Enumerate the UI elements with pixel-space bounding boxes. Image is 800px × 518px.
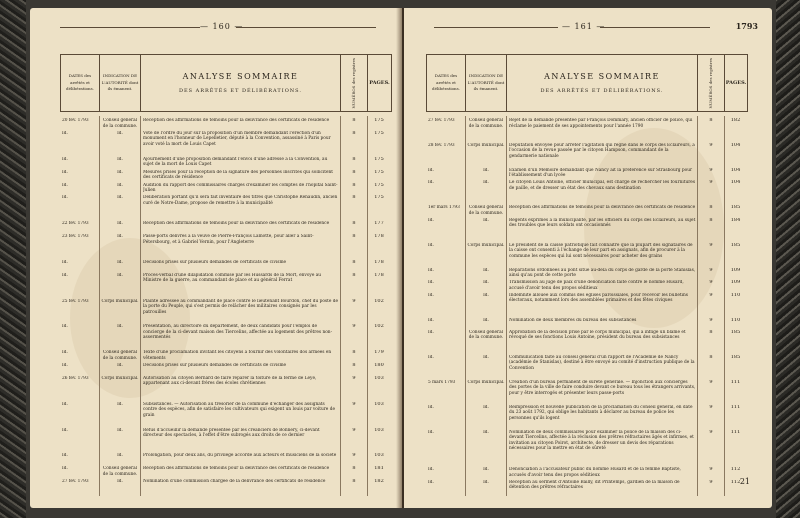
register-number-cell: 8 [709, 205, 713, 211]
page-cell: 109 [730, 280, 741, 286]
date-cell: Id. [428, 404, 434, 410]
table-row [426, 318, 746, 331]
date-cell: Id. [62, 324, 68, 330]
page-cell: 110 [730, 292, 741, 298]
page-cell: 102 [374, 324, 384, 330]
analysis-cell: Réception au serment d'Antoine Bailly, dit Printemps, gardien de la maison de détention des prêtres réfractaires [509, 479, 680, 491]
pages-label: PAGES. [369, 79, 390, 86]
date-cell: Id. [62, 401, 68, 407]
analysis-cell: Présentation, au directoire du département, de deux candidats pour l'emploi de concierge de la ci-devant maison des Tiercelins, affectée au logement des prêtres non-assermentés [143, 324, 333, 341]
header-rule-left [434, 27, 558, 28]
register-number-cell: 9 [709, 317, 713, 323]
date-cell: Id. [428, 317, 434, 323]
authority-cell: Id. [117, 272, 123, 278]
date-cell: Id. [428, 280, 434, 286]
date-cell: Id. [62, 272, 68, 278]
date-cell: Id. [428, 180, 434, 186]
page-cell: 178 [374, 259, 384, 265]
date-cell: Id. [62, 363, 68, 368]
date-cell: Id. [62, 130, 68, 136]
authority-cell: Id. [117, 156, 123, 162]
analysis-cell: Passe-ports délivrés à la veuve de Pierre-François Lamotte, pour aller à Saint-Pétersbourg, et à Gabriel Vernin, pour l'Angleterre [143, 234, 314, 245]
analysis-cell: Autorisation au citoyen Bernard de faire réparer la toiture de la ferme de Leye, appartenant aux ci-devant frères des écoles chrétiennes [143, 375, 317, 387]
page-cell: 180 [374, 363, 384, 368]
date-cell: Id. [428, 354, 434, 360]
register-number-cell: 9 [352, 375, 356, 381]
table-row [60, 131, 390, 157]
authority-cell: Conseil général de la commune. [102, 118, 138, 129]
authority-cell: Id. [117, 169, 123, 175]
date-cell: 1er mars 1793 [428, 205, 460, 211]
register-number-cell: 8 [352, 350, 356, 356]
register-number-cell: 9 [352, 401, 356, 407]
authority-cell: Id. [483, 467, 489, 473]
analysis-subtitle: DES ARRÊTÉS ET DÉLIBÉRATIONS. [540, 88, 664, 95]
analysis-cell: Délibération portant qu'il sera fait inventaire des titres que Christophe Renaudin, ancien curé de Notre-Dame, propose de remettre à la municipalité [143, 195, 338, 206]
analysis-cell: Subsistances. — Autorisation au trésorier de la commune d'échanger des assignats contre des espèces, afin de satisfaire les cultivateurs qui exigent un louis par voiture de grain [143, 401, 336, 418]
date-cell: Id. [62, 169, 68, 175]
analysis-cell: Régents exprimés à la municipalité, par les officiers du corps des Éclaireurs, au sujet des troubles que leurs soldats ont occasionnés [509, 217, 696, 229]
authority-cell: Id. [483, 267, 489, 273]
table-row [426, 293, 746, 318]
page-cell: 175 [374, 182, 384, 188]
analysis-cell: Ajournement d'une proposition demandant l'envoi d'une adresse à la Convention, au sujet de la mort de Louis Capet [143, 156, 328, 168]
date-cell: Id. [62, 453, 68, 459]
page-number: — 160 — [200, 22, 244, 31]
page-cell: 109 [730, 267, 741, 273]
date-cell: 28 fév. 1793 [428, 142, 455, 148]
register-number-cell: 9 [709, 292, 713, 298]
table-row [426, 243, 746, 268]
table-row [60, 170, 390, 183]
authority-cell: Conseil général de la commune. [468, 118, 504, 129]
date-cell: Id. [62, 195, 68, 201]
register-number-cell: 8 [709, 354, 713, 360]
register-number-cell: 8 [352, 272, 356, 278]
register-number-cell: 8 [352, 130, 356, 136]
header-analysis [507, 55, 698, 111]
register-number-cell: 9 [709, 479, 713, 485]
analysis-title: ANALYSE SOMMAIRE [182, 72, 299, 82]
analysis-cell: Dénonciation à l'accusateur public du nommé Husard et de la femme Baptiste, accusés d'avoir tenu des propos séditieux [509, 467, 681, 478]
analysis-cell: Le président de la caisse patriotique fait connaître que la plupart des signataires de la caisse ont consenti à l'échange de leur part en assignats, afin de procurer à la commune les espèces qui lui sont nécessaires pour acheter des grains [509, 242, 693, 259]
register-label: NUMÉROS des registres [350, 57, 356, 109]
date-cell: Id. [62, 466, 68, 472]
authority-cell: Id. [117, 427, 123, 433]
authority-cell: Conseil général de la commune. [468, 329, 504, 341]
page-cell: 185 [730, 329, 741, 335]
authority-cell: Conseil général de la commune. [102, 350, 138, 361]
authority-cell: Id. [483, 292, 489, 298]
date-cell: Id. [428, 429, 434, 435]
register-number-cell: 9 [352, 453, 356, 459]
page-cell: 175 [374, 118, 384, 123]
authority-cell: Corps municipal. [467, 242, 505, 248]
authority-cell: Id. [117, 453, 123, 459]
page-year: 1793 [735, 21, 758, 31]
table-row [426, 118, 746, 143]
table-row [426, 218, 746, 243]
analysis-cell: Vote de l'ordre du jour sur la proposition d'un membre demandant l'érection d'un monument en l'honneur de Lepelletier, député à la Convention, assassiné à Paris pour avoir voté la mort de Louis Capet [143, 130, 331, 148]
book-cover-left [0, 0, 26, 518]
date-cell: Id. [428, 242, 434, 248]
page-cell: 104 [730, 167, 741, 173]
analysis-cell: Création d'un bureau permanent de sûreté générale. — Injonction aux concierges des portes de la ville de faire conduire devant ce bureau tous les étrangers arrivants, pour y être interrogés et présenter leurs passe-ports [509, 379, 696, 396]
right-page [404, 8, 772, 508]
left-page [30, 8, 402, 508]
date-cell: Id. [62, 427, 68, 433]
register-label: NUMÉROS des registres [707, 57, 713, 109]
page-cell: 104 [730, 142, 741, 148]
header-register [341, 55, 368, 111]
page-cell: 182 [374, 479, 384, 485]
register-number-cell: 8 [352, 156, 356, 162]
analysis-cell: Décisions prises sur plusieurs demandes de certificats de civisme [143, 259, 287, 265]
analysis-cell: Prolongation, pour deux ans, du privilège accordé aux acteurs et musiciens de la société [143, 453, 337, 459]
header-authority: INDICATION DE L'AUTORITÉ dont ils émanent. [100, 55, 141, 111]
authority-cell: Conseil général de la commune. [468, 205, 504, 216]
table-row [60, 157, 390, 170]
analysis-cell: Réception des affirmations de témoins pour la délivrance des certificats de résidence [143, 221, 330, 227]
register-number-cell: 8 [352, 182, 356, 188]
analysis-subtitle: DES ARRÊTÉS ET DÉLIBÉRATIONS. [178, 88, 303, 95]
analysis-cell: Nomination de deux membres du bureau des subsistances [509, 317, 637, 323]
date-cell: 5 mars 1793 [428, 379, 456, 385]
date-cell: Id. [62, 156, 68, 162]
page-cell: 184 [730, 217, 741, 223]
authority-cell: Conseil général de la commune. [102, 466, 138, 477]
table-row [60, 324, 390, 350]
table-row [60, 221, 390, 234]
authority-cell: Id. [117, 363, 123, 368]
authority-cell: Id. [483, 354, 489, 360]
table-row [60, 479, 390, 492]
analysis-cell: Nomination d'une commission chargée de la délivrance des certificats de résidence [143, 479, 326, 485]
table-header [426, 54, 748, 112]
page-cell: 177 [374, 221, 384, 227]
header-authority: INDICATION DE L'AUTORITÉ dont ils émanent. [466, 55, 507, 111]
authority-cell: Id. [483, 404, 489, 410]
table-row [60, 299, 390, 325]
authority-cell: Id. [483, 429, 489, 435]
authority-cell: Id. [117, 182, 123, 188]
analysis-title: ANALYSE SOMMAIRE [544, 72, 660, 82]
analysis-cell: Audition du rapport des commissaires chargés d'examiner les comptes de l'hôpital Saint-Julien [143, 182, 338, 194]
register-number-cell: 9 [709, 180, 713, 186]
page-cell: 111 [730, 429, 741, 435]
page-cell: 175 [374, 169, 384, 175]
table-row [426, 180, 746, 205]
page-cell: 103 [374, 375, 384, 381]
register-number-cell: 9 [709, 242, 713, 248]
authority-cell: Id. [117, 259, 123, 265]
date-cell: Id. [428, 329, 434, 335]
table-row [60, 195, 390, 221]
register-number-cell: 8 [352, 466, 356, 472]
page-cell: 185 [730, 242, 741, 248]
page-cell: 112 [730, 479, 741, 485]
authority-cell: Id. [483, 167, 489, 173]
analysis-cell: Communication faite au conseil général d'un rapport de l'Académie de Nancy (académie de Stanislas), destiné à être envoyé au comité d'instruction publique de la Convention [509, 354, 695, 372]
table-row [426, 168, 746, 181]
date-cell: Id. [428, 167, 434, 173]
analysis-cell: Transmission au juge de paix d'une dénonciation faite contre le nommé Husard, accusé d'avoir tenu des propos séditieux [509, 280, 684, 291]
page-cell: 185 [730, 205, 741, 211]
page-cell: 103 [374, 401, 384, 407]
authority-cell: Id. [117, 479, 123, 485]
analysis-cell: Réparations ordonnées au pont situé au-delà du corps de garde de la porte Stanislas, ainsi qu'au pont de cette porte [509, 267, 696, 279]
page-cell: 185 [730, 354, 741, 360]
analysis-cell: Réception des affirmations de témoins pour la délivrance des certificats de résidence [143, 118, 330, 123]
register-number-cell: 8 [352, 195, 356, 201]
page-cell: 103 [374, 427, 384, 433]
analysis-cell: Refus d'accueillir la demande présentée par les créanciers de Bonnery, ci-devant directeur des spectacles, à l'effet d'être subrogés aux droits de ce dernier [143, 427, 320, 439]
authority-cell: Id. [483, 180, 489, 186]
authority-cell: Id. [117, 324, 123, 330]
table-row [60, 402, 390, 428]
table-row [426, 430, 746, 467]
date-cell: 26 fév. 1793 [62, 375, 89, 381]
table-row [426, 355, 746, 380]
analysis-cell: Le citoyen Louis Antoine, officier municipal, est chargé de rechercher les fournitures de paille, et de dresser un état des chevaux sans destination [509, 180, 696, 191]
analysis-cell: Indemnité allouée aux commis des églises paroissiales, pour recevoir les bulletins électoraux, notamment lors des assemblées primaires et des fêtes civiques [509, 292, 688, 304]
register-number-cell: 9 [709, 467, 713, 473]
table-row [426, 405, 746, 430]
table-row [426, 480, 746, 493]
date-cell: 27 fév. 1793 [428, 118, 455, 123]
page-cell: 111 [730, 404, 741, 410]
table-row [426, 467, 746, 480]
table-row [60, 376, 390, 402]
register-number-cell: 9 [709, 167, 713, 173]
analysis-cell: Députation envoyée pour arrêter l'agitation qui règne dans le corps des Éclaireurs, à l'occasion de la revue passée par le citoyen Hampson, commandant de la gendarmerie nationale [509, 142, 695, 160]
authority-cell: Id. [483, 479, 489, 485]
authority-cell: Id. [483, 280, 489, 286]
table-row [426, 143, 746, 168]
pages-label: PAGES. [725, 79, 747, 86]
page-cell: 175 [374, 195, 384, 201]
authority-cell: Corps municipal. [101, 298, 139, 304]
page-cell: 110 [730, 317, 741, 323]
register-number-cell: 8 [709, 217, 713, 223]
analysis-cell: Texte d'une proclamation invitant les citoyens à fournir des volontaires dos armées en vêtements [143, 350, 332, 361]
register-number-cell: 8 [352, 479, 356, 485]
date-cell: Id. [62, 182, 68, 188]
page-cell: 179 [374, 350, 384, 356]
date-cell: Id. [428, 217, 434, 223]
table-row [60, 350, 390, 363]
analysis-cell: Réimpression et nouvelle publication de la proclamation du conseil général, en date du 23 août 1792, qui oblige les habitants à déclarer au bureau de police les personnes qu'ils logent [509, 404, 693, 421]
authority-cell: Corps municipal. [467, 142, 505, 148]
page-cell: 175 [374, 130, 384, 136]
header-dates: DATES des arrêtés et délibérations. [427, 55, 466, 111]
table-row [60, 183, 390, 196]
table-row [60, 363, 390, 376]
header-register [698, 55, 725, 111]
authority-cell: Id. [483, 317, 489, 323]
book-cover-right [776, 0, 800, 518]
register-number-cell: 9 [709, 267, 713, 273]
date-cell: Id. [428, 479, 434, 485]
header-rule-left [60, 27, 200, 28]
page-number: — 161 — [562, 22, 606, 31]
table-row [426, 268, 746, 281]
table-row [60, 118, 390, 131]
table-row [60, 273, 390, 299]
header-rule-right [600, 27, 710, 28]
page-cell: 178 [374, 272, 384, 278]
table-row [426, 330, 746, 355]
date-cell: Id. [62, 259, 68, 265]
authority-cell: Id. [117, 401, 123, 407]
date-cell: 20 fév. 1793 [62, 118, 89, 123]
table-row [426, 205, 746, 218]
page-cell: 175 [374, 156, 384, 162]
analysis-cell: Plainte adressée au commandant de place contre le lieutenant Bourdon, chef du poste de la porte du Peuple, qui s'est permis de relâcher des militaires consignés par les patrouilles [143, 298, 339, 315]
date-cell: Id. [428, 467, 434, 473]
page-cell: 111 [730, 379, 741, 385]
register-number-cell: 9 [709, 142, 713, 148]
authority-cell: Id. [483, 217, 489, 223]
table-header [60, 54, 392, 112]
register-number-cell: 8 [352, 221, 356, 227]
header-pages [368, 55, 391, 111]
register-number-cell: 8 [352, 118, 356, 123]
register-number-cell: 8 [352, 363, 356, 368]
page-cell: 178 [374, 234, 384, 240]
authority-cell: Id. [117, 195, 123, 201]
analysis-cell: Réception des affirmations de témoins pour la délivrance des certificats de résidence [143, 466, 330, 472]
date-cell: 25 fév. 1793 [62, 298, 89, 304]
register-number-cell: 9 [352, 298, 356, 304]
analysis-cell: Mesures prises pour la réception de la signature des personnes inscrites qui sollicitent des certificats de résidence [143, 169, 333, 181]
analysis-cell: Approbation de la décision prise par le corps municipal, qui a infligé un blâme et révoqué de ses fonctions Louis Antoine, président du bureau des subsistances [509, 329, 686, 341]
analysis-cell: Examen d'un Mémoire demandant que Nancy ait la préférence sur Strasbourg pour l'établissement d'un lycée [509, 167, 693, 179]
authority-cell: Corps municipal. [467, 379, 505, 385]
register-number-cell: 8 [352, 169, 356, 175]
date-cell: 27 fév. 1793 [62, 479, 89, 485]
date-cell: 23 fév. 1793 [62, 234, 89, 240]
page-cell: 103 [374, 453, 384, 459]
header-analysis [141, 55, 341, 111]
page-cell: 102 [374, 298, 384, 304]
table-row [60, 428, 390, 454]
header-pages [725, 55, 747, 111]
folio-number: 21 [739, 477, 750, 486]
page-cell: 182 [730, 118, 741, 123]
register-number-cell: 8 [352, 259, 356, 265]
analysis-cell: Nomination de deux commissaires pour examiner la police de la maison des ci-devant Tiercelins, affectée à la réclusion des prêtres réfractaires âgés et infirmes, et invitation au citoyen Poirot, architecte, de dresser un devis des réparations nécessaires pour la mettre en état de sûreté [509, 429, 694, 452]
authority-cell: Id. [117, 221, 123, 227]
analysis-cell: Décisions prises sur plusieurs demandes de certificats de civisme [143, 363, 287, 368]
table-row [426, 380, 746, 405]
register-number-cell: 9 [709, 280, 713, 286]
table-row [60, 453, 390, 466]
table-row [60, 260, 390, 273]
register-number-cell: 9 [352, 427, 356, 433]
table-row [60, 234, 390, 260]
register-number-cell: 9 [709, 379, 713, 385]
date-cell: Id. [62, 350, 68, 356]
analysis-cell: Réception des affirmations de témoins pour la délivrance des certificats de résidence [509, 205, 696, 211]
page-cell: 181 [374, 466, 384, 472]
date-cell: Id. [428, 292, 434, 298]
header-dates: DATES des arrêtés et délibérations. [61, 55, 100, 111]
header-rule-right [236, 27, 376, 28]
page-cell: 104 [730, 180, 741, 186]
analysis-cell: Rejet de la demande présentée par François Dommary, ancien officier de police, qui réclame le paiement de ses appointements pour l'année 1790 [509, 118, 693, 129]
register-number-cell: 8 [352, 234, 356, 240]
authority-cell: Corps municipal. [101, 375, 139, 381]
table-row [426, 280, 746, 293]
register-number-cell: 9 [352, 324, 356, 330]
register-number-cell: 8 [709, 118, 713, 123]
date-cell: 22 fév. 1793 [62, 221, 89, 227]
authority-cell: Id. [117, 234, 123, 240]
register-number-cell: 8 [709, 329, 713, 335]
register-number-cell: 9 [709, 429, 713, 435]
page-cell: 112 [730, 467, 741, 473]
register-number-cell: 9 [709, 404, 713, 410]
table-row [60, 466, 390, 479]
date-cell: Id. [428, 267, 434, 273]
authority-cell: Id. [117, 130, 123, 136]
analysis-cell: Procès-verbal d'une dilapidation commise par les Hussards de la Mort, envoyé au Ministre de la guerre, au commandant de place et au général Ferrat [143, 272, 322, 284]
